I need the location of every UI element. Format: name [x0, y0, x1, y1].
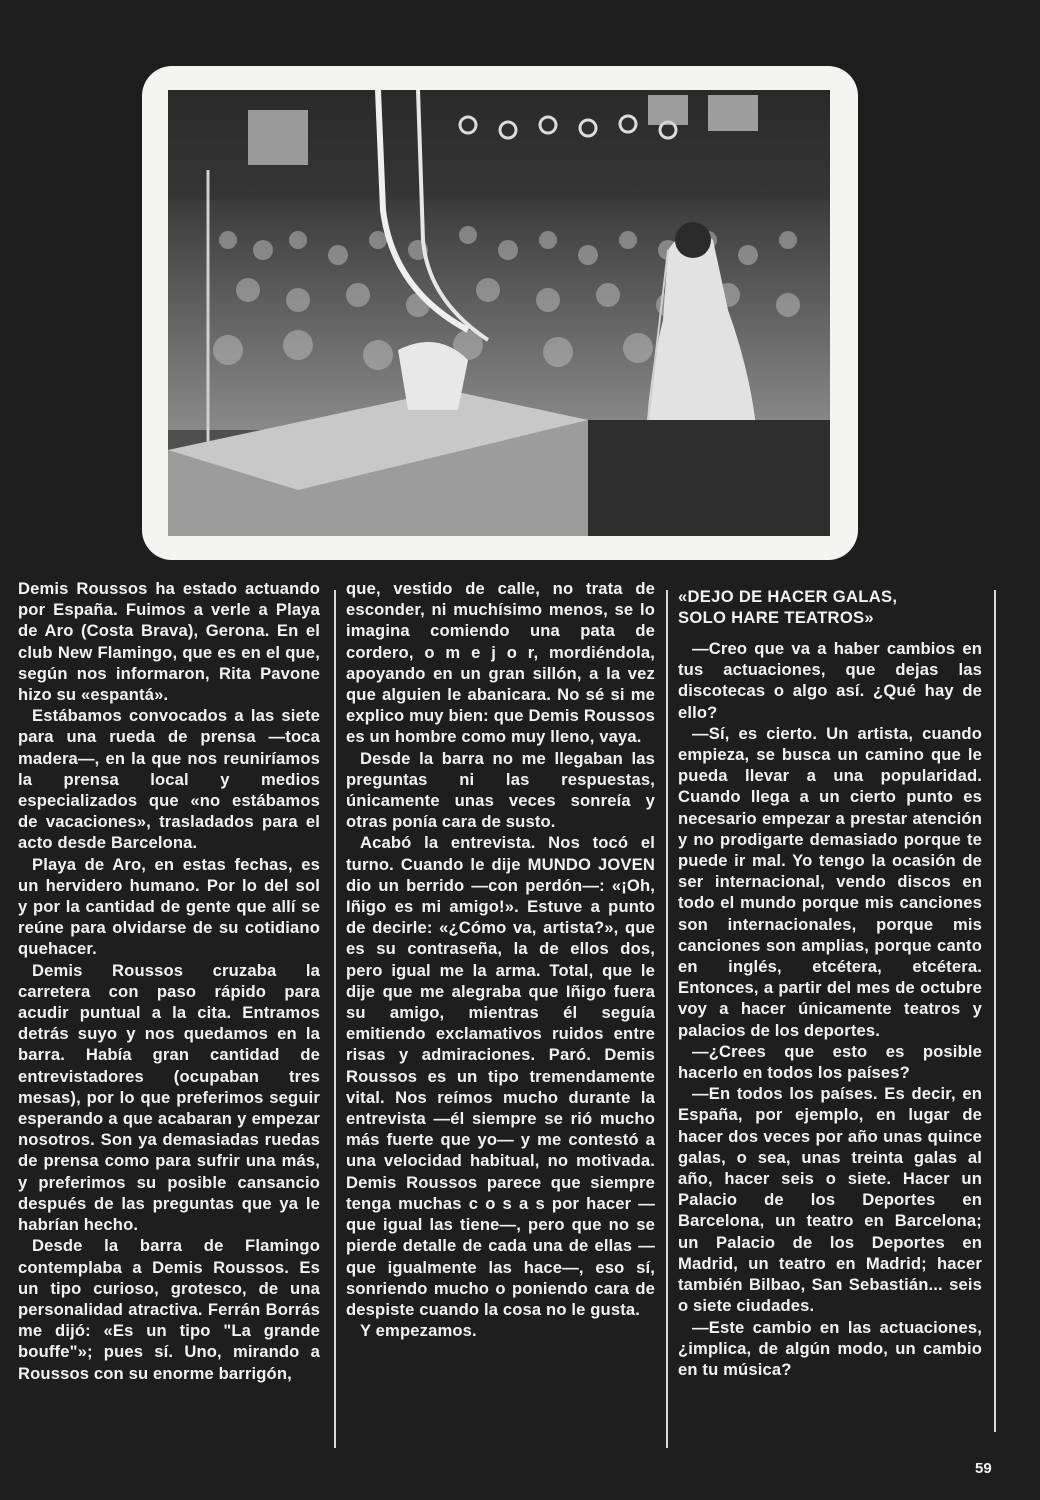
paragraph: Playa de Aro, en estas fechas, es un hervidero humano. Por lo del sol y por la cantidad de gente que allí se reúne para olvidarse de su cotidiano quehacer. — [18, 854, 320, 959]
section-heading-line: SOLO HARE TEATROS» — [678, 608, 874, 627]
paragraph: Desde la barra no me llegaban las preguntas ni las respuestas, únicamente unas veces sonreía y otras ponía cara de susto. — [346, 748, 655, 832]
column-divider — [334, 590, 336, 1448]
paragraph: Desde la barra de Flamingo contemplaba a Demis Roussos. Es un tipo curioso, grotesco, de una personalidad atractiva. Ferrán Borrás me dijó: «Es un tipo "La grande bouffe"»; pues sí. Uno, mirando a Roussos con su enorme barrigón, — [18, 1236, 320, 1383]
article-column-2 — [346, 578, 655, 1341]
paragraph: —¿Crees que esto es posible hacerlo en todos los países? — [678, 1041, 982, 1083]
paragraph: Estábamos convocados a las siete para una rueda de prensa —toca madera—, en la que nos reuniríamos la prensa local y medios especializados que «no estábamos de vacaciones», trasladados para el acto desde Barcelona. — [18, 706, 320, 853]
paragraph: —Creo que va a haber cambios en tus actuaciones, que dejas las discotecas o algo así. ¿Qué hay de ello? — [678, 639, 982, 722]
paragraph: Demis Roussos cruzaba la carretera con paso rápido para acudir puntual a la cita. Entramos detrás suyo y nos quedamos en la barra. Había gran cantidad de entrevistadores (ocupaban tres mesas), por lo que preferimos seguir esperando a que acabaran y empezar nosotros. Son ya demasiadas ruedas de prensa como para sufrir una más, y preferimos su posible cansancio después de las preguntas que ya le habrían hecho. — [18, 960, 320, 1235]
paragraph: Demis Roussos ha estado actuando por España. Fuimos a verle a Playa de Aro (Costa Brava), Gerona. En el club New Flamingo, que es en el que, según nos informaron, Rita Pavone hizo su «espantá». — [18, 579, 320, 705]
column-divider — [994, 590, 996, 1432]
concert-photo — [168, 90, 830, 536]
paragraph: —Este cambio en las actuaciones, ¿implica, de algún modo, un cambio en tu música? — [678, 1317, 982, 1379]
page-number: 59 — [975, 1460, 992, 1477]
paragraph: —Sí, es cierto. Un artista, cuando empieza, se busca un camino que le pueda llevar a una popularidad. Cuando llega a un cierto punto es necesario empezar a prestar atención y no prodigarte demasiado porque te puede ir mal. Yo tengo la ocasión de ser internacional, vendo discos en todo el mundo porque mis canciones son internacionales, porque mis canciones son amplias, porque canto en inglés, etcétera, etcétera. Entonces, a partir del mes de octubre voy a hacer únicamente teatros y palacios de los deportes. — [678, 723, 982, 1040]
paragraph: Acabó la entrevista. Nos tocó el turno. Cuando le dije MUNDO JOVEN dio un berrido —con perdón—: «¡Oh, Iñigo es mi amigo!». Estuve a punto de decirle: «¿Cómo va, artista?», que es su contraseña, la de ellos dos, pero igual me la arma. Total, que le dije que me alegraba que Iñigo fuera su amigo, mientras él seguía emitiendo exclamativos ruidos entre risas y admiraciones. Paró. Demis Roussos es un tipo tremendamente vital. Nos reímos mucho durante la entrevista —él siempre se rió mucho más fuerte que yo— y me contestó a una velocidad habitual, no motivada. Demis Roussos parece que siempre tenga muchas c o s a s por hacer —que igual las tiene—, pero que no se pierde detalle de cada una de ellas —que igualmente las hace—, eso sí, sonriendo mucho o poniendo cara de despiste cuando la cosa no le gusta. — [346, 833, 655, 1319]
photo-frame — [142, 66, 858, 560]
paragraph: —En todos los países. Es decir, en España, por ejemplo, en lugar de hacer dos veces por año unas quince galas, o sea, unas treinta galas al año, hacer seis o siete. Hacer un Palacio de los Deportes en Barcelona, un teatro en Barcelona; un Palacio de los Deportes en Madrid, un teatro en Madrid; hacer también Bilbao, San Sebastián... seis o siete ciudades. — [678, 1084, 982, 1316]
paragraph: que, vestido de calle, no trata de esconder, ni muchísimo menos, se lo imagina comiendo una pata de cordero, o m e j o r, mordiéndola, apoyando en un gran sillón, a la vez que alguien le abanicara. No sé si me explico muy bien: que Demis Roussos es un hombre como muy lleno, vaya. — [346, 579, 655, 747]
column-divider — [666, 590, 668, 1448]
section-heading — [678, 586, 982, 628]
paragraph: Y empezamos. — [360, 1321, 477, 1341]
concert-photo-illustration — [168, 90, 830, 536]
article-column-1 — [18, 578, 320, 1384]
article-column-3 — [678, 578, 982, 1380]
section-heading-line: «DEJO DE HACER GALAS, — [678, 587, 898, 606]
